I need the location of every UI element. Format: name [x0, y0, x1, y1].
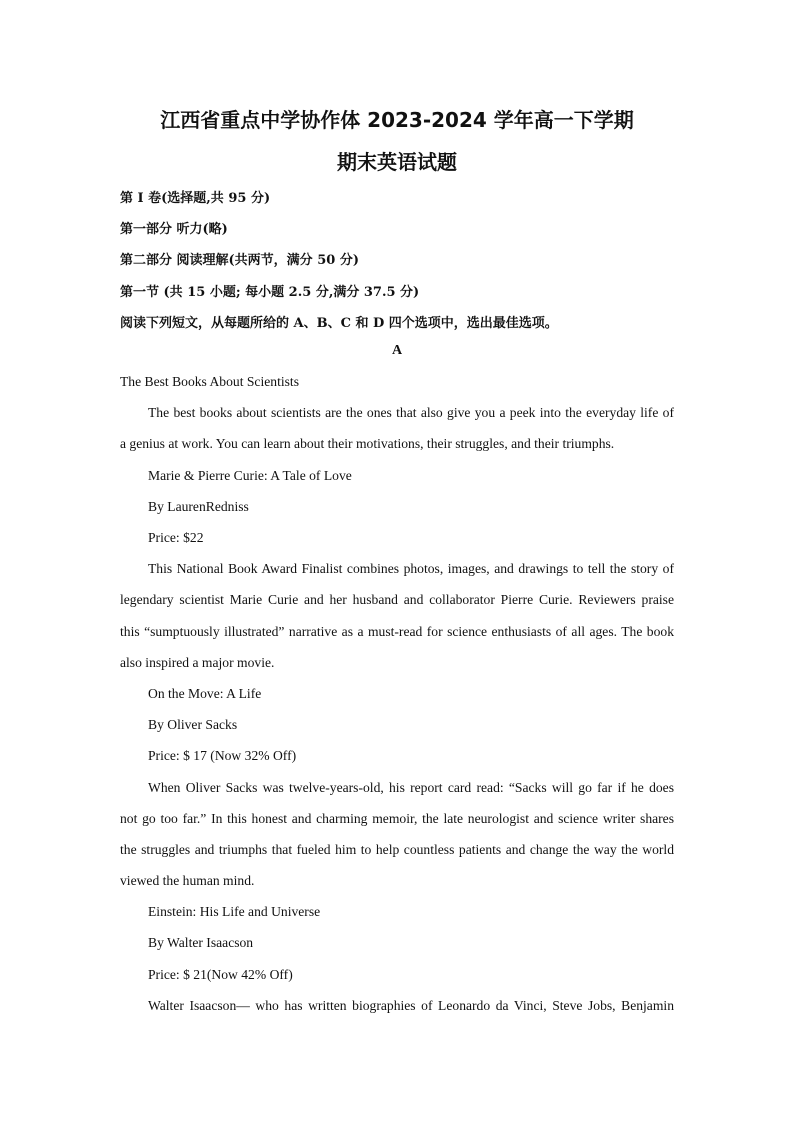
part2-heading: 第二部分 阅读理解(共两节，满分 50 分)	[120, 253, 359, 268]
book-price: Price: $ 21(Now 42% Off)	[148, 967, 293, 982]
book-author: By Oliver Sacks	[148, 717, 238, 732]
book-title: Einstein: His Life and Universe	[148, 904, 321, 919]
intro-line: The best books about scientists are the ones that also give you a peek into the everyday life of	[148, 405, 674, 420]
book-author: By Walter Isaacson	[148, 935, 254, 950]
book-desc-line: not go too far.” In this honest and charming memoir, the late neurologist and science writer shares	[120, 811, 674, 826]
part1-heading: 第一部分 听力(略)	[120, 222, 228, 237]
instruction-text: 阅读下列短文，从每题所给的 A、B、C 和 D 四个选项中，选出最佳选项。	[120, 316, 558, 331]
section1-heading: 第一节 (共 15 小题; 每小题 2.5 分,满分 37.5 分)	[120, 285, 420, 300]
book-desc-line: legendary scientist Marie Curie and her husband and collaborator Pierre Curie. Reviewers praise	[120, 592, 674, 607]
book-desc-line: When Oliver Sacks was twelve-years-old, his report card read: “Sacks will go far if he does	[148, 780, 674, 795]
book-price: Price: $ 17 (Now 32% Off)	[148, 748, 297, 763]
book-title: Marie & Pierre Curie: A Tale of Love	[148, 468, 352, 483]
passage-label: A	[391, 343, 403, 358]
book-desc-line: this “sumptuously illustrated” narrative as a must-read for science enthusiasts of all ages. The book	[120, 624, 674, 639]
book-desc-line: Walter Isaacson— who has written biographies of Leonardo da Vinci, Steve Jobs, Benjamin	[148, 998, 674, 1013]
book-desc-line: viewed the human mind.	[120, 873, 255, 888]
book-desc-line: also inspired a major movie.	[120, 655, 275, 670]
document-title-line2: 期末英语试题	[337, 150, 457, 174]
book-desc-line: the struggles and triumphs that fueled him to help countless patients and change the way the world	[120, 842, 674, 857]
book-title: On the Move: A Life	[148, 686, 262, 701]
book-desc-line: This National Book Award Finalist combines photos, images, and drawings to tell the story of	[148, 561, 674, 576]
volume-heading: 第 I 卷(选择题,共 95 分)	[120, 191, 271, 206]
intro-line: a genius at work. You can learn about their motivations, their struggles, and their triumphs.	[120, 436, 615, 451]
book-price: Price: $22	[148, 530, 204, 545]
passage-heading: The Best Books About Scientists	[120, 374, 299, 389]
book-author: By LaurenRedniss	[148, 499, 249, 514]
document-title-line1: 江西省重点中学协作体 2023-2024 学年高一下学期	[160, 108, 634, 132]
